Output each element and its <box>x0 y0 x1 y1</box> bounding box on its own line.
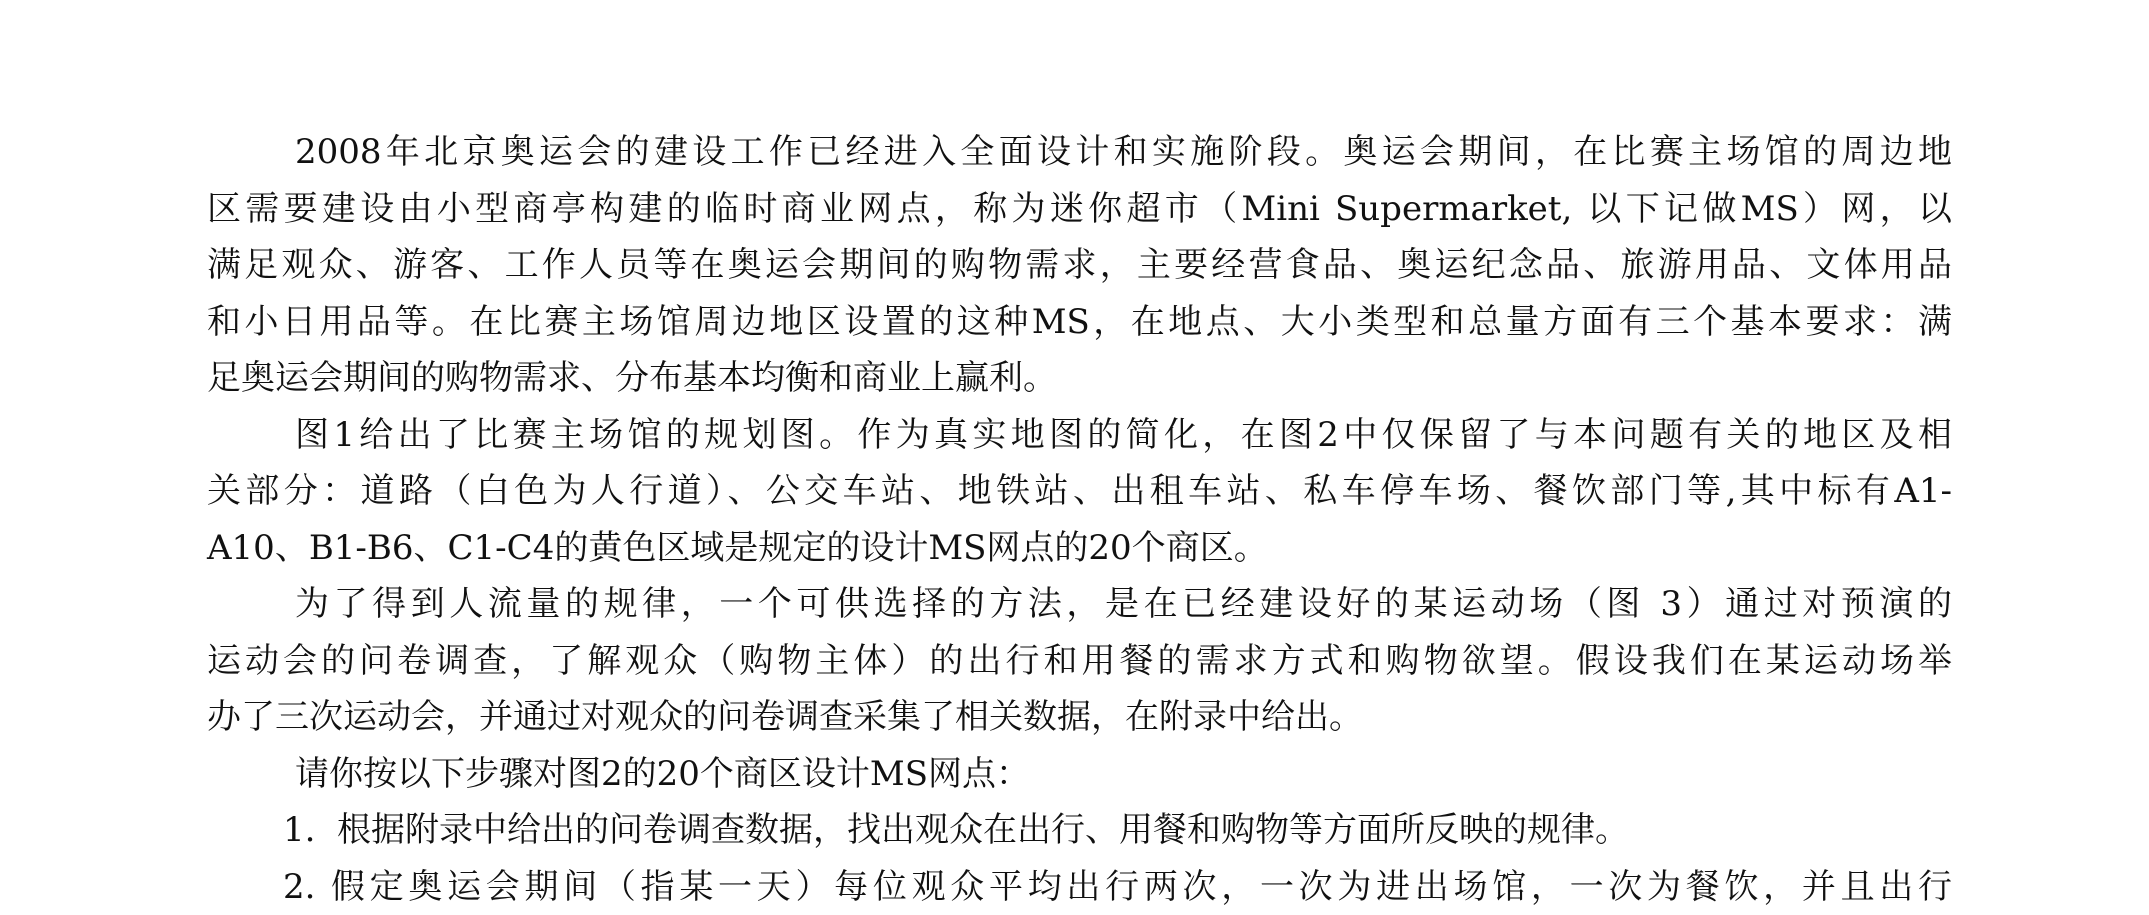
paragraph-3-line-2: 运动会的问卷调查，了解观众（购物主体）的出行和用餐的需求方式和购物欲望。假设我们在某运动场举 <box>207 633 1952 690</box>
paragraph-3-line-3: 办了三次运动会，并通过对观众的问卷调查采集了相关数据，在附录中给出。 <box>207 689 1952 746</box>
paragraph-3-line-1: 为了得到人流量的规律，一个可供选择的方法，是在已经建设好的某运动场（图 3）通过对预演的 <box>207 576 1952 633</box>
paragraph-2-line-3: A10、B1-B6、C1-C4的黄色区域是规定的设计MS网点的20个商区。 <box>207 520 1952 577</box>
document-body <box>207 124 1952 915</box>
paragraph-1-line-2: 区需要建设由小型商亭构建的临时商业网点，称为迷你超市（Mini Supermarket, 以下记做MS）网，以 <box>207 181 1952 238</box>
paragraph-2-line-2: 关部分：道路（白色为人行道）、公交车站、地铁站、出租车站、私车停车场、餐饮部门等,其中标有A1- <box>207 463 1952 520</box>
list-item-2: 2. 假定奥运会期间（指某一天）每位观众平均出行两次，一次为进出场馆，一次为餐饮，并且出行 <box>207 859 1952 915</box>
paragraph-1-line-1: 2008年北京奥运会的建设工作已经进入全面设计和实施阶段。奥运会期间，在比赛主场馆的周边地 <box>207 124 1952 181</box>
paragraph-2-line-1: 图1给出了比赛主场馆的规划图。作为真实地图的简化，在图2中仅保留了与本问题有关的地区及相 <box>207 407 1952 464</box>
paragraph-1-line-5: 足奥运会期间的购物需求、分布基本均衡和商业上赢利。 <box>207 350 1952 407</box>
list-item-1: 1. 根据附录中给出的问卷调查数据，找出观众在出行、用餐和购物等方面所反映的规律。 <box>207 802 1952 859</box>
paragraph-1-line-3: 满足观众、游客、工作人员等在奥运会期间的购物需求，主要经营食品、奥运纪念品、旅游用品、文体用品 <box>207 237 1952 294</box>
paragraph-1-line-4: 和小日用品等。在比赛主场馆周边地区设置的这种MS，在地点、大小类型和总量方面有三个基本要求：满 <box>207 294 1952 351</box>
paragraph-4-line-1: 请你按以下步骤对图2的20个商区设计MS网点： <box>207 746 1952 803</box>
